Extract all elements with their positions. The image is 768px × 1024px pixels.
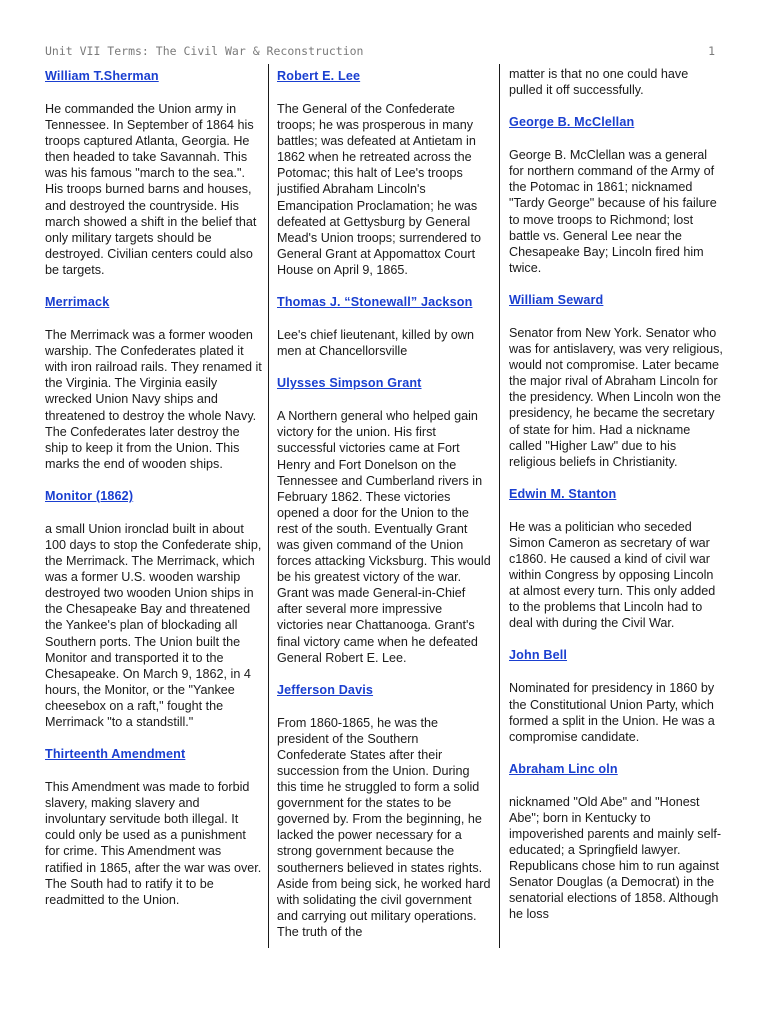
column-3 <box>509 66 724 1024</box>
term-link[interactable]: Merrimack <box>45 295 110 310</box>
term-link[interactable]: Edwin M. Stanton <box>509 486 617 501</box>
page-number: 1 <box>708 44 715 58</box>
term-description: nicknamed "Old Abe" and "Honest Abe"; born in Kentucky to impoverished parents and mainly self-educated; a Springfield lawyer. Republicans chose him to run against Senator Douglas (a Democrat) in the senatorial elections of 1858. Although he loss <box>509 794 722 922</box>
term-description: Lee's chief lieutenant, killed by own men at Chancellorsville <box>277 328 475 359</box>
term-link[interactable]: Monitor (1862) <box>45 488 134 503</box>
column-divider <box>268 64 269 948</box>
term-description: He was a politician who seceded Simon Cameron as secretary of war c1860. He caused a kind of civil war within Congress by opposing Lincoln at almost every turn. This only added to the problems that Lincoln had to deal with during the Civil War. <box>509 519 716 631</box>
term-description: From 1860-1865, he was the president of the Southern Confederate States after their succession from the Union. During this time he struggled to form a solid government for the states to be governed by. From the beginning, he lacked the power necessary for a strong government because the southerners believed in states rights. Aside from being sick, he worked hard with solidating the civil government and carrying out military operations. The truth of the <box>277 715 491 939</box>
term-description: a small Union ironclad built in about 100 days to stop the Confederate ship, the Merrimack. The Merrimack, which was a former U.S. wooden warship destroyed two wooden Union ships in the Chesapeake Bay and threatened the Yankee's plan of blockading all Southern ports. The Union built the Monitor and transported it to the Chesapeake. On March 9, 1862, in 4 hours, the Monitor, or the "Yankee cheesebox on a raft," fought the Merrimack "to a standstill." <box>45 521 262 729</box>
term-link[interactable]: Robert E. Lee <box>277 69 361 83</box>
term-link[interactable]: Thomas J. “Stonewall” Jackson <box>277 295 473 310</box>
term-description: A Northern general who helped gain victory for the union. His first successful victories came at Fort Henry and Fort Donelson on the Tennessee and Cumberland rivers in February 1862. These victories opened a door for the Union to the rest of the south. Eventually Grant was given command of the Union forces attacking Vicksburg. This would be his greatest victory of the war. Grant was made General-in-Chief after several more impressive victories near Chattanooga. Grant's final victory came when he defeated General Robert E. Lee. <box>277 409 491 665</box>
term-link[interactable]: Thirteenth Amendment <box>45 747 186 762</box>
column-2 <box>277 66 491 1024</box>
term-link[interactable]: William Seward <box>509 292 604 307</box>
term-link[interactable]: George B. McClellan <box>509 115 635 130</box>
term-description: Nominated for presidency in 1860 by the Constitutional Union Party, which formed a split in the Union. He was a compromise candidate. <box>509 681 715 744</box>
term-link[interactable]: Abraham Linc oln <box>509 761 618 776</box>
page-header <box>45 44 715 60</box>
term-link[interactable]: William T.Sherman <box>45 69 159 83</box>
term-link[interactable]: Jefferson Davis <box>277 682 374 697</box>
column-divider <box>499 64 500 948</box>
column-1 <box>45 66 262 1024</box>
term-description: This Amendment was made to forbid slavery, making slavery and involuntary servitude both illegal. It could only be used as a punishment for crime. This Amendment was ratified in 1865, after the war was over. The South had to ratify it to be readmitted to the Union. <box>45 780 262 907</box>
document-title: Unit VII Terms: The Civil War & Reconstruction <box>45 44 364 58</box>
term-description: Senator from New York. Senator who was for antislavery, was very religious, would not compromise. Later became the major rival of Abraham Lincoln for the presidency. When Lincoln won the presidency, he became the secretary of state for him. Had a nickname called "Higher Law" due to his religious beliefs in Christianity. <box>509 325 723 469</box>
term-link[interactable]: John Bell <box>509 648 568 663</box>
term-description: He commanded the Union army in Tennessee. In September of 1864 his troops captured Atlanta, Georgia. He then headed to take Savannah. This was his famous "march to the sea.". His troops burned barns and houses, and destroyed the countryside. His march showed a shift in the belief that only military targets should be destroyed. Civilian centers could also be targets. <box>45 102 257 277</box>
term-description: George B. McClellan was a general for northern command of the Army of the Potomac in 1861; nicknamed "Tardy George" because of his failure to move troops to Richmond; lost battle vs. General Lee near the Chesapeake Bay; Lincoln fired him twice. <box>509 148 717 275</box>
term-description: The General of the Confederate troops; he was prosperous in many battles; was defeated at Antietam in 1862 when he retreated across the Potomac; this halt of Lee's troops justified Abraham Lincoln's Emancipation Proclamation; he was defeated at Gettysburg by General Mead's Union troops; surrendered to General Grant at Appomattox Court House on April 9, 1865. <box>277 102 482 277</box>
term-link[interactable]: Ulysses Simpson Grant <box>277 376 422 391</box>
continued-description: matter is that no one could have pulled it off successfully. <box>509 67 689 98</box>
term-description: The Merrimack was a former wooden warship. The Confederates plated it with iron railroad rails. They renamed it the Virginia. The Virginia easily wrecked Union Navy ships and threatened to destroy the whole Navy. The Confederates later destroy the ship to keep it from the Union. This marks the end of wooden ships. <box>45 328 262 471</box>
